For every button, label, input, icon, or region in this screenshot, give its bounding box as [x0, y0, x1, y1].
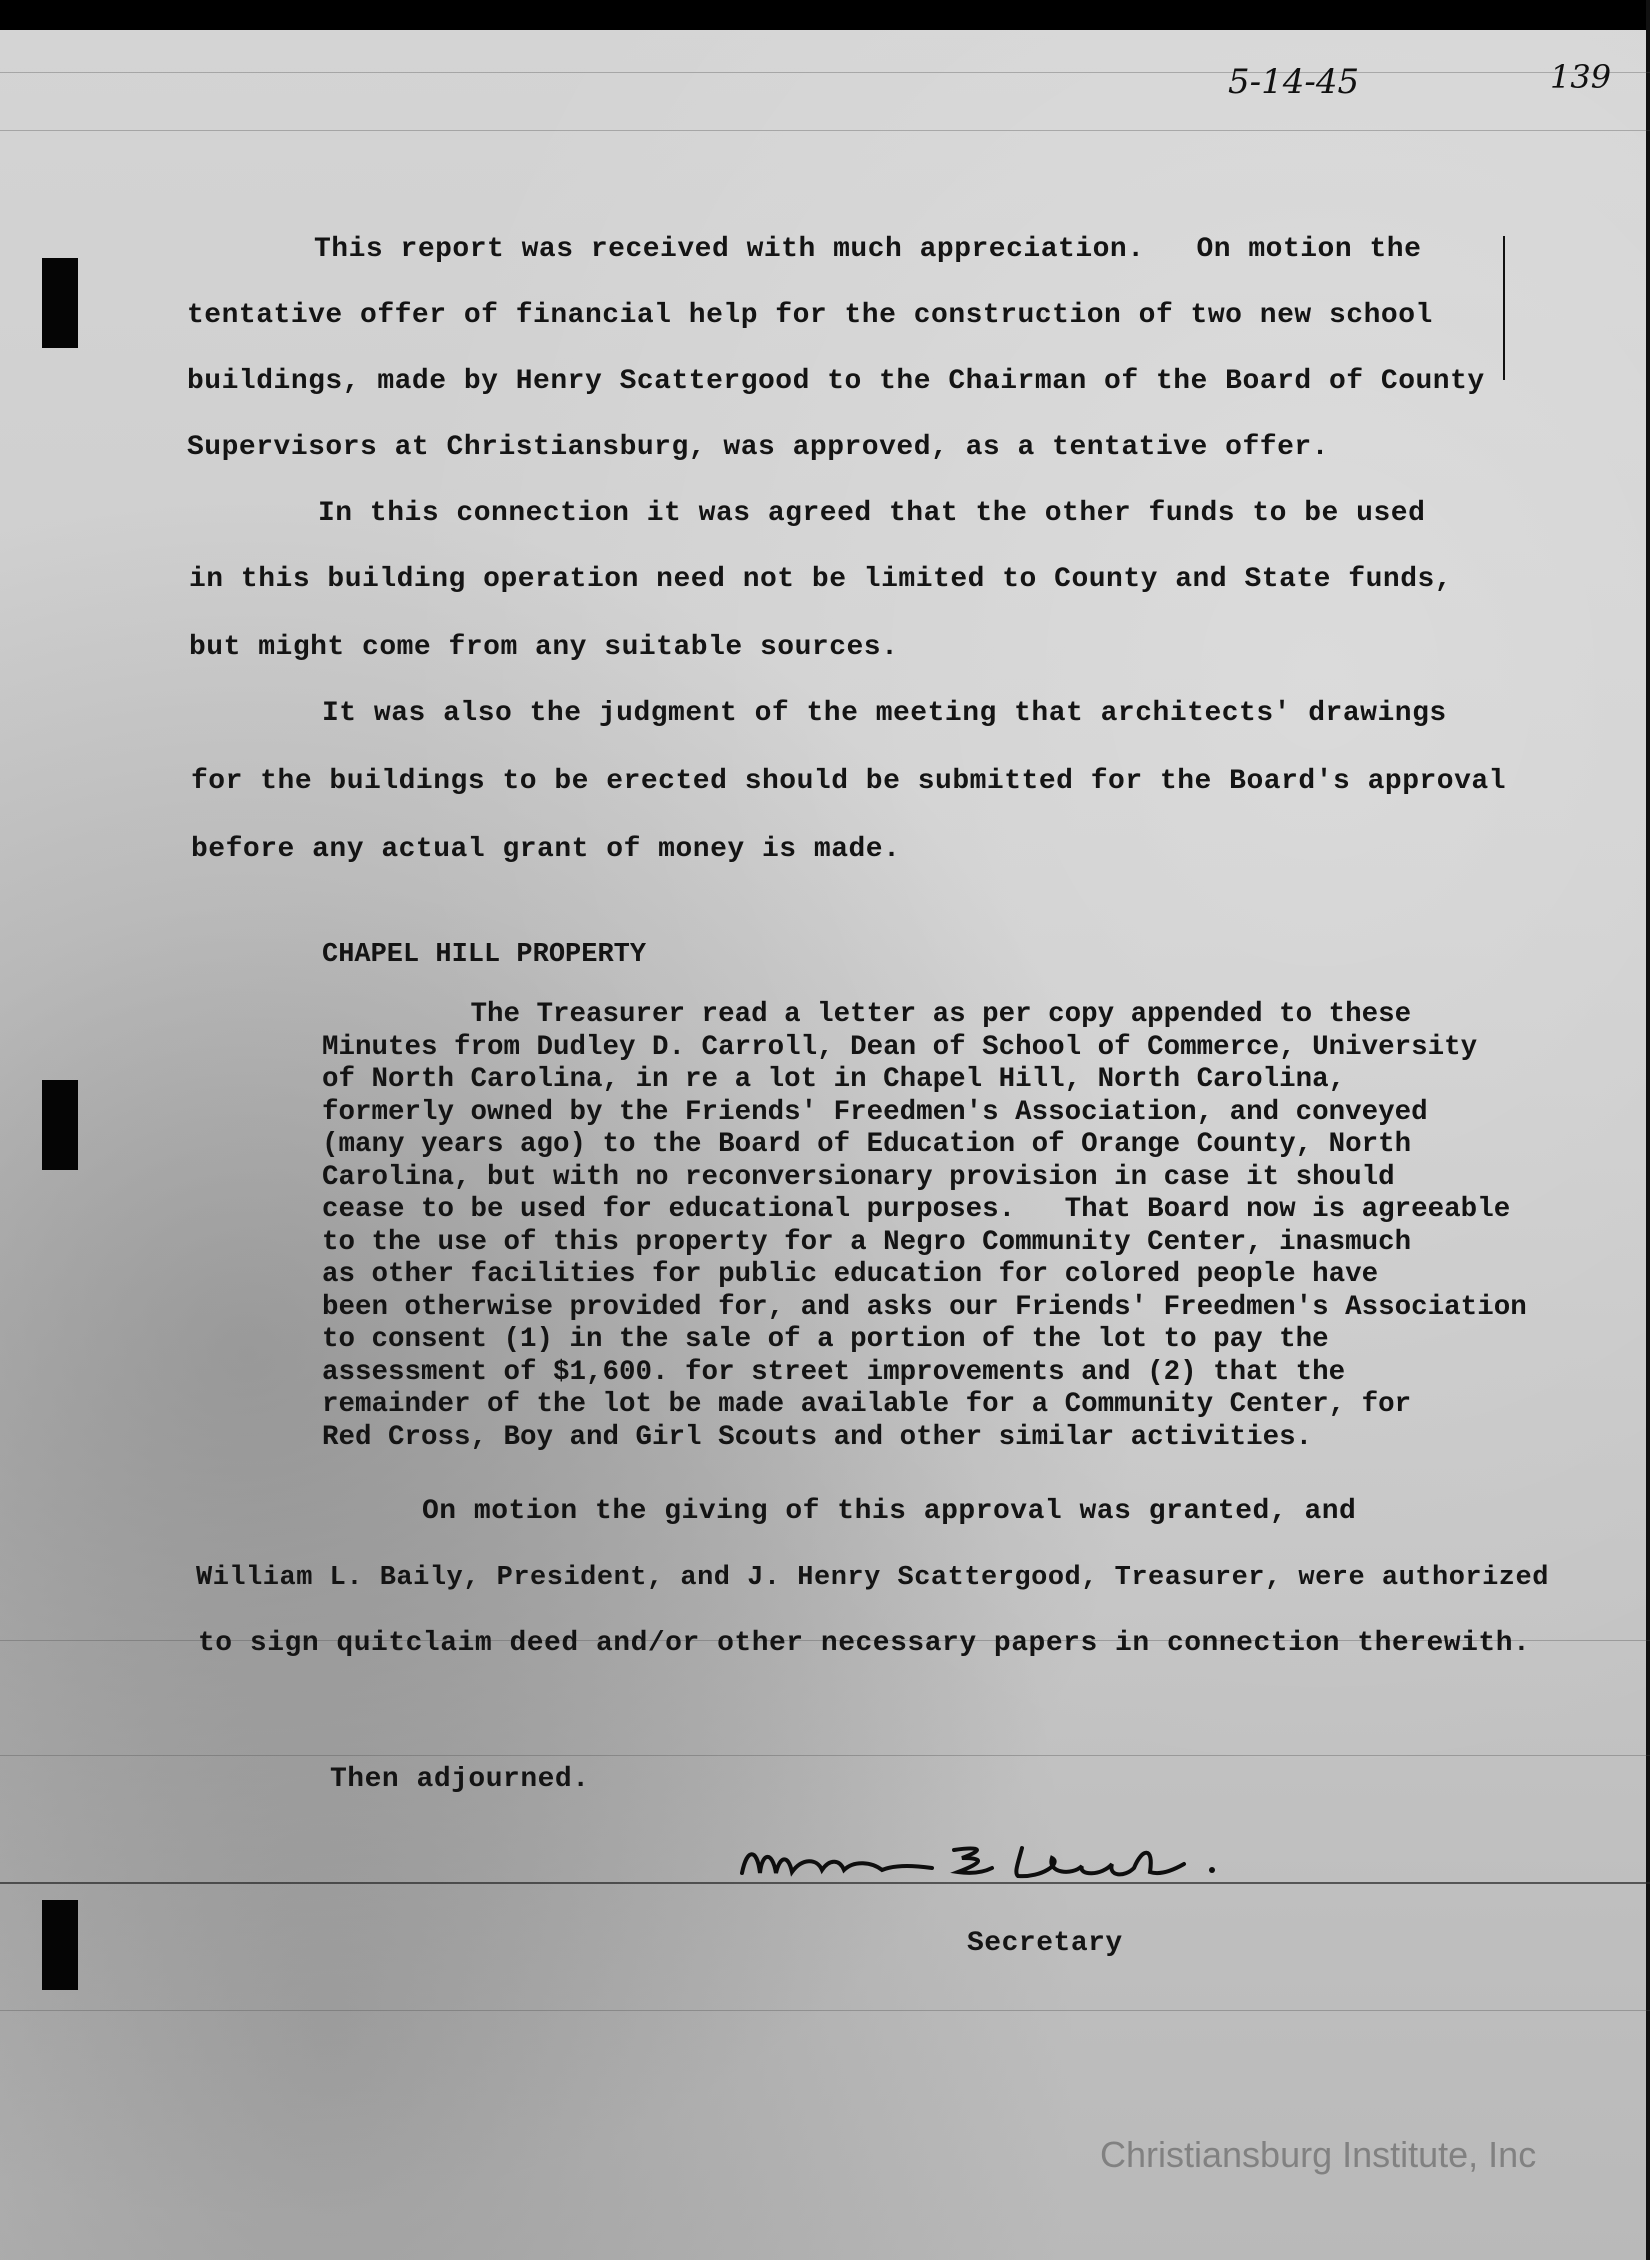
- block-line: Minutes from Dudley D. Carroll, Dean of School of Commerce, University: [322, 1031, 1478, 1063]
- chapel-hill-paragraph: [322, 999, 1527, 1454]
- signature-title: Secretary: [967, 1928, 1123, 1959]
- handwritten-date: 5-14-45: [1228, 62, 1360, 102]
- motion-line-1: On motion the giving of this approval was granted, and: [422, 1496, 1357, 1527]
- binder-hole-bottom: [42, 1900, 78, 1990]
- watermark: Christiansburg Institute, Inc: [1100, 2134, 1537, 2175]
- section-heading: CHAPEL HILL PROPERTY: [322, 940, 647, 970]
- block-line: (many years ago) to the Board of Education of Orange County, North: [322, 1129, 1412, 1160]
- block-line: assessment of $1,600. for street improvements and (2) that the: [322, 1356, 1346, 1388]
- block-line: to consent (1) in the sale of a portion of the lot to pay the: [322, 1324, 1329, 1355]
- block-line: remainder of the lot be made available for a Community Center, for: [322, 1389, 1412, 1420]
- scan-border-top: [0, 0, 1650, 30]
- margin-mark: [1503, 236, 1505, 380]
- paragraph-2-line-3: but might come from any suitable sources.: [189, 632, 899, 663]
- block-line: cease to be used for educational purposes. That Board now is agreeable: [322, 1194, 1511, 1225]
- paragraph-2-line-2: in this building operation need not be limited to County and State funds,: [189, 564, 1453, 595]
- paragraph-1-line-1: This report was received with much appreciation. On motion the: [314, 234, 1422, 265]
- block-line: Red Cross, Boy and Girl Scouts and other similar activities.: [322, 1421, 1313, 1453]
- block-line: The Treasurer read a letter as per copy appended to these: [322, 999, 1412, 1030]
- paragraph-3-line-2: for the buildings to be erected should be submitted for the Board's approval: [191, 766, 1507, 797]
- block-line: Carolina, but with no reconversionary provision in case it should: [322, 1161, 1395, 1193]
- adjourned-text: Then adjourned.: [330, 1764, 590, 1795]
- binder-hole-middle: [42, 1080, 78, 1170]
- paper-rule: [0, 130, 1650, 131]
- paragraph-1-line-2: tentative offer of financial help for the construction of two new school: [187, 300, 1433, 331]
- paragraph-3-line-1: It was also the judgment of the meeting that architects' drawings: [322, 698, 1447, 729]
- paper-rule: [0, 2010, 1650, 2011]
- block-line: of North Carolina, in re a lot in Chapel Hill, North Carolina,: [322, 1064, 1346, 1095]
- scan-border-right: [1646, 0, 1650, 2260]
- motion-line-3: to sign quitclaim deed and/or other necessary papers in connection therewith.: [198, 1628, 1531, 1659]
- block-line: formerly owned by the Friends' Freedmen's Association, and conveyed: [322, 1096, 1428, 1128]
- binder-hole-top: [42, 258, 78, 348]
- paper-rule: [0, 72, 1650, 73]
- block-line: been otherwise provided for, and asks our Friends' Freedmen's Association: [322, 1291, 1527, 1323]
- paragraph-1-line-4: Supervisors at Christiansburg, was approved, as a tentative offer.: [187, 432, 1329, 463]
- paper-rule: [0, 1755, 1650, 1756]
- block-line: as other facilities for public education for colored people have: [322, 1259, 1379, 1290]
- block-line: to the use of this property for a Negro Community Center, inasmuch: [322, 1226, 1412, 1258]
- paragraph-3-line-3: before any actual grant of money is made.: [191, 834, 901, 865]
- paragraph-2-line-1: In this connection it was agreed that the other funds to be used: [318, 498, 1426, 529]
- motion-line-2: William L. Baily, President, and J. Henry Scattergood, Treasurer, were authorized: [196, 1563, 1549, 1593]
- handwritten-page-number: 139: [1550, 58, 1612, 96]
- paragraph-1-line-3: buildings, made by Henry Scattergood to the Chairman of the Board of County: [187, 366, 1485, 397]
- handwritten-signature: [722, 1828, 1242, 1898]
